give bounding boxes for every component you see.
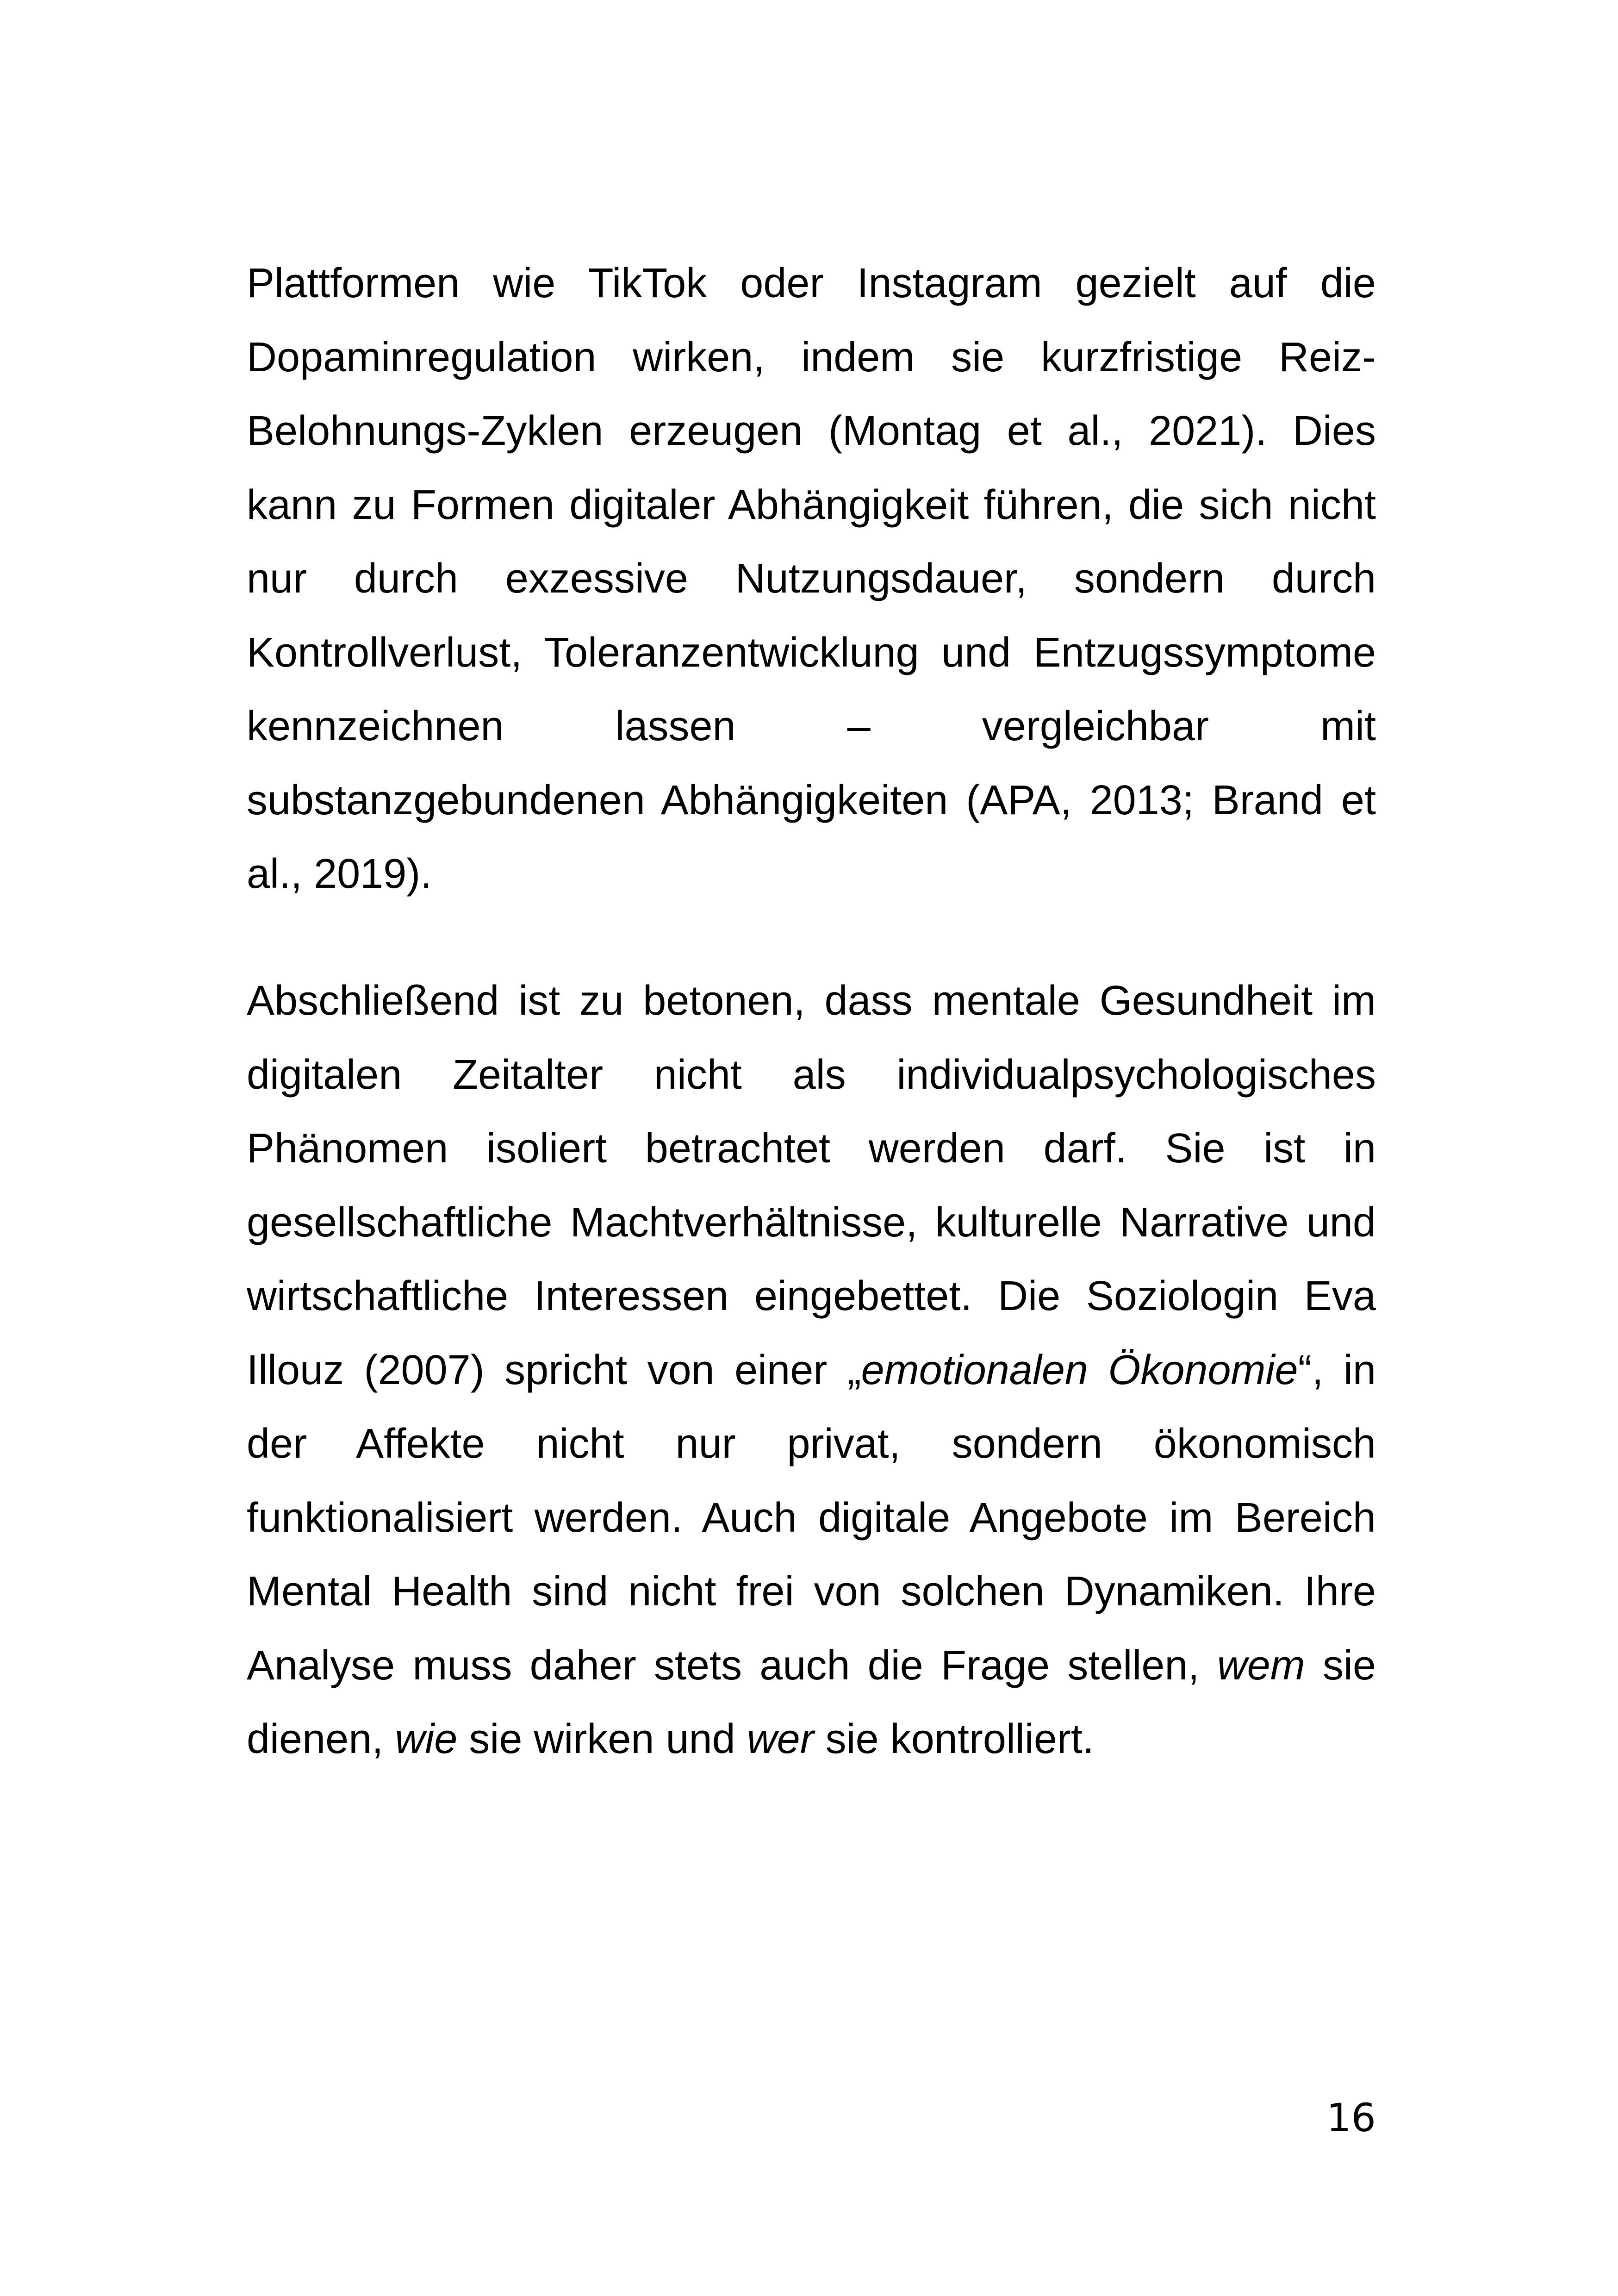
text-run: sie kontrolliert. bbox=[814, 1716, 1094, 1762]
text-line: Plattformen wie TikTok oder Instagram gezielt auf die bbox=[247, 260, 1376, 306]
text-line: substanzgebundenen Abhängigkeiten (APA, 2013; Brand et bbox=[247, 777, 1376, 824]
text-line: wirtschaftliche Interessen eingebettet. Die Soziologin Eva bbox=[247, 1273, 1376, 1319]
text-run: “, in bbox=[1298, 1347, 1376, 1393]
text-line: gesellschaftliche Machtverhältnisse, kulturelle Narrative und bbox=[247, 1199, 1376, 1246]
text-line: al., 2019). bbox=[247, 851, 432, 897]
text-line: Mental Health sind nicht frei von solchen Dynamiken. Ihre bbox=[247, 1568, 1376, 1615]
paragraph-conclusion bbox=[247, 964, 1376, 1777]
text-line: Dopaminregulation wirken, indem sie kurzfristige Reiz- bbox=[247, 334, 1376, 381]
italic-word-wer: wer bbox=[747, 1716, 814, 1762]
text-line: Abschließend ist zu betonen, dass mentale Gesundheit im bbox=[247, 978, 1376, 1024]
text-line: Belohnungs-Zyklen erzeugen (Montag et al., 2021). Dies bbox=[247, 408, 1376, 454]
text-run: Illouz (2007) spricht von einer „ bbox=[247, 1347, 861, 1393]
text-line-emotional-economy bbox=[247, 1334, 1376, 1408]
italic-word-wie: wie bbox=[395, 1716, 458, 1762]
text-line: Kontrollverlust, Toleranzentwicklung und Entzugssymptome bbox=[247, 629, 1376, 676]
text-line: kann zu Formen digitaler Abhängigkeit führen, die sich nicht bbox=[247, 481, 1376, 528]
italic-word-wem: wem bbox=[1217, 1642, 1305, 1689]
text-line: funktionalisiert werden. Auch digitale Angebote im Bereich bbox=[247, 1494, 1376, 1541]
text-run: dienen, bbox=[247, 1716, 395, 1762]
text-line-final bbox=[247, 1703, 1376, 1777]
text-line: kennzeichnen lassen – vergleichbar mit bbox=[247, 703, 1376, 749]
text-line: der Affekte nicht nur privat, sondern ökonomisch bbox=[247, 1421, 1376, 1467]
text-line-question bbox=[247, 1629, 1376, 1703]
text-line: digitalen Zeitalter nicht als individualpsychologisches bbox=[247, 1051, 1376, 1098]
text-run: Analyse muss daher stets auch die Frage stellen, bbox=[247, 1642, 1217, 1689]
text-line: nur durch exzessive Nutzungsdauer, sondern durch bbox=[247, 555, 1376, 602]
text-run: sie wirken und bbox=[457, 1716, 747, 1762]
text-line: Phänomen isoliert betrachtet werden darf. Sie ist in bbox=[247, 1125, 1376, 1172]
italic-term-emotional-economy: emotionalen Ökonomie bbox=[861, 1347, 1298, 1393]
paragraph-digital-dependency bbox=[247, 247, 1376, 911]
page-number: 16 bbox=[1326, 2095, 1376, 2140]
text-run: sie bbox=[1305, 1642, 1376, 1689]
